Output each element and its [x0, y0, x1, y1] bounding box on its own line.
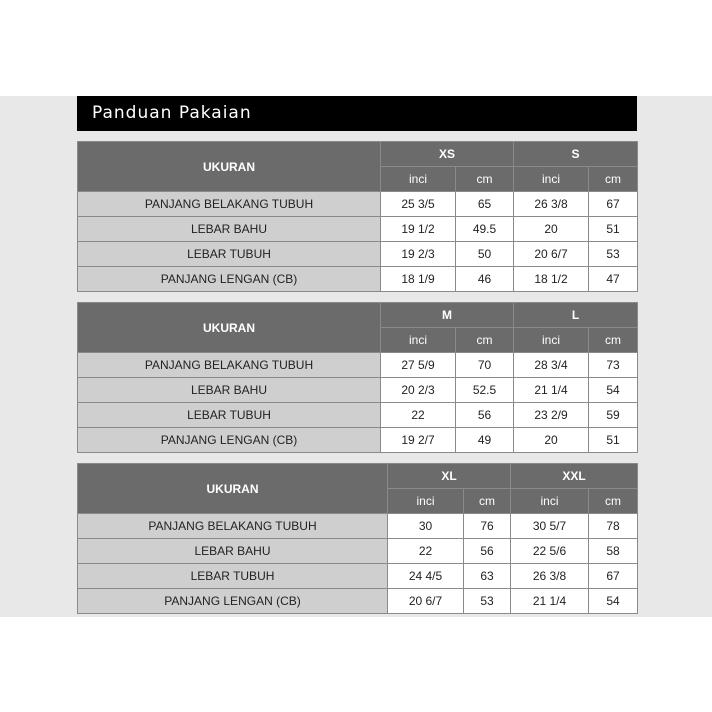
cell-value: 63 — [464, 564, 511, 589]
unit-header-inci: inci — [381, 328, 456, 353]
size-header: XL — [388, 464, 511, 489]
size-header: S — [514, 142, 638, 167]
header-ukuran: UKURAN — [78, 142, 381, 192]
cell-value: 54 — [589, 589, 638, 614]
table-row — [78, 589, 638, 614]
table-row — [78, 539, 638, 564]
cell-value: 53 — [464, 589, 511, 614]
unit-header-cm: cm — [589, 328, 638, 353]
cell-value: 67 — [589, 564, 638, 589]
cell-value: 46 — [456, 267, 514, 292]
cell-value: 20 — [514, 217, 589, 242]
header-ukuran: UKURAN — [78, 303, 381, 353]
cell-value: 25 3/5 — [381, 192, 456, 217]
cell-value: 20 2/3 — [381, 378, 456, 403]
cell-value: 78 — [589, 514, 638, 539]
row-label: PANJANG LENGAN (CB) — [78, 267, 381, 292]
cell-value: 53 — [589, 242, 638, 267]
table-row — [78, 267, 638, 292]
cell-value: 49.5 — [456, 217, 514, 242]
table-row — [78, 378, 638, 403]
cell-value: 54 — [589, 378, 638, 403]
row-label: PANJANG LENGAN (CB) — [78, 428, 381, 453]
cell-value: 30 — [388, 514, 464, 539]
row-label: LEBAR BAHU — [78, 378, 381, 403]
row-label: PANJANG BELAKANG TUBUH — [78, 514, 388, 539]
unit-header-cm: cm — [589, 489, 638, 514]
cell-value: 19 2/7 — [381, 428, 456, 453]
row-label: LEBAR BAHU — [78, 539, 388, 564]
cell-value: 47 — [589, 267, 638, 292]
cell-value: 23 2/9 — [514, 403, 589, 428]
unit-header-inci: inci — [514, 167, 589, 192]
cell-value: 21 1/4 — [514, 378, 589, 403]
cell-value: 59 — [589, 403, 638, 428]
size-header: XXL — [511, 464, 638, 489]
row-label: LEBAR TUBUH — [78, 242, 381, 267]
unit-header-inci: inci — [381, 167, 456, 192]
cell-value: 52.5 — [456, 378, 514, 403]
size-table-xs-s — [77, 141, 638, 292]
table-row — [78, 564, 638, 589]
cell-value: 73 — [589, 353, 638, 378]
page-title: Panduan Pakaian — [77, 96, 637, 131]
cell-value: 27 5/9 — [381, 353, 456, 378]
row-label: PANJANG BELAKANG TUBUH — [78, 353, 381, 378]
cell-value: 22 — [381, 403, 456, 428]
cell-value: 22 — [388, 539, 464, 564]
cell-value: 28 3/4 — [514, 353, 589, 378]
cell-value: 65 — [456, 192, 514, 217]
row-label: LEBAR TUBUH — [78, 403, 381, 428]
row-label: LEBAR BAHU — [78, 217, 381, 242]
cell-value: 51 — [589, 217, 638, 242]
size-header: L — [514, 303, 638, 328]
cell-value: 26 3/8 — [514, 192, 589, 217]
table-row — [78, 242, 638, 267]
table-row — [78, 403, 638, 428]
cell-value: 51 — [589, 428, 638, 453]
size-table-m-l — [77, 302, 638, 453]
table-row — [78, 353, 638, 378]
cell-value: 19 1/2 — [381, 217, 456, 242]
unit-header-inci: inci — [514, 328, 589, 353]
row-label: PANJANG BELAKANG TUBUH — [78, 192, 381, 217]
cell-value: 19 2/3 — [381, 242, 456, 267]
cell-value: 70 — [456, 353, 514, 378]
cell-value: 58 — [589, 539, 638, 564]
cell-value: 24 4/5 — [388, 564, 464, 589]
cell-value: 56 — [456, 403, 514, 428]
cell-value: 18 1/2 — [514, 267, 589, 292]
table-row — [78, 514, 638, 539]
unit-header-inci: inci — [511, 489, 589, 514]
row-label: PANJANG LENGAN (CB) — [78, 589, 388, 614]
cell-value: 26 3/8 — [511, 564, 589, 589]
cell-value: 21 1/4 — [511, 589, 589, 614]
cell-value: 50 — [456, 242, 514, 267]
cell-value: 22 5/6 — [511, 539, 589, 564]
unit-header-cm: cm — [589, 167, 638, 192]
table-row — [78, 217, 638, 242]
cell-value: 20 6/7 — [514, 242, 589, 267]
unit-header-inci: inci — [388, 489, 464, 514]
unit-header-cm: cm — [456, 328, 514, 353]
cell-value: 20 — [514, 428, 589, 453]
unit-header-cm: cm — [456, 167, 514, 192]
cell-value: 20 6/7 — [388, 589, 464, 614]
unit-header-cm: cm — [464, 489, 511, 514]
cell-value: 18 1/9 — [381, 267, 456, 292]
header-ukuran: UKURAN — [78, 464, 388, 514]
row-label: LEBAR TUBUH — [78, 564, 388, 589]
cell-value: 67 — [589, 192, 638, 217]
cell-value: 49 — [456, 428, 514, 453]
cell-value: 30 5/7 — [511, 514, 589, 539]
cell-value: 76 — [464, 514, 511, 539]
size-table-xl-xxl — [77, 463, 638, 614]
table-row — [78, 192, 638, 217]
table-row — [78, 428, 638, 453]
size-header: XS — [381, 142, 514, 167]
size-header: M — [381, 303, 514, 328]
cell-value: 56 — [464, 539, 511, 564]
